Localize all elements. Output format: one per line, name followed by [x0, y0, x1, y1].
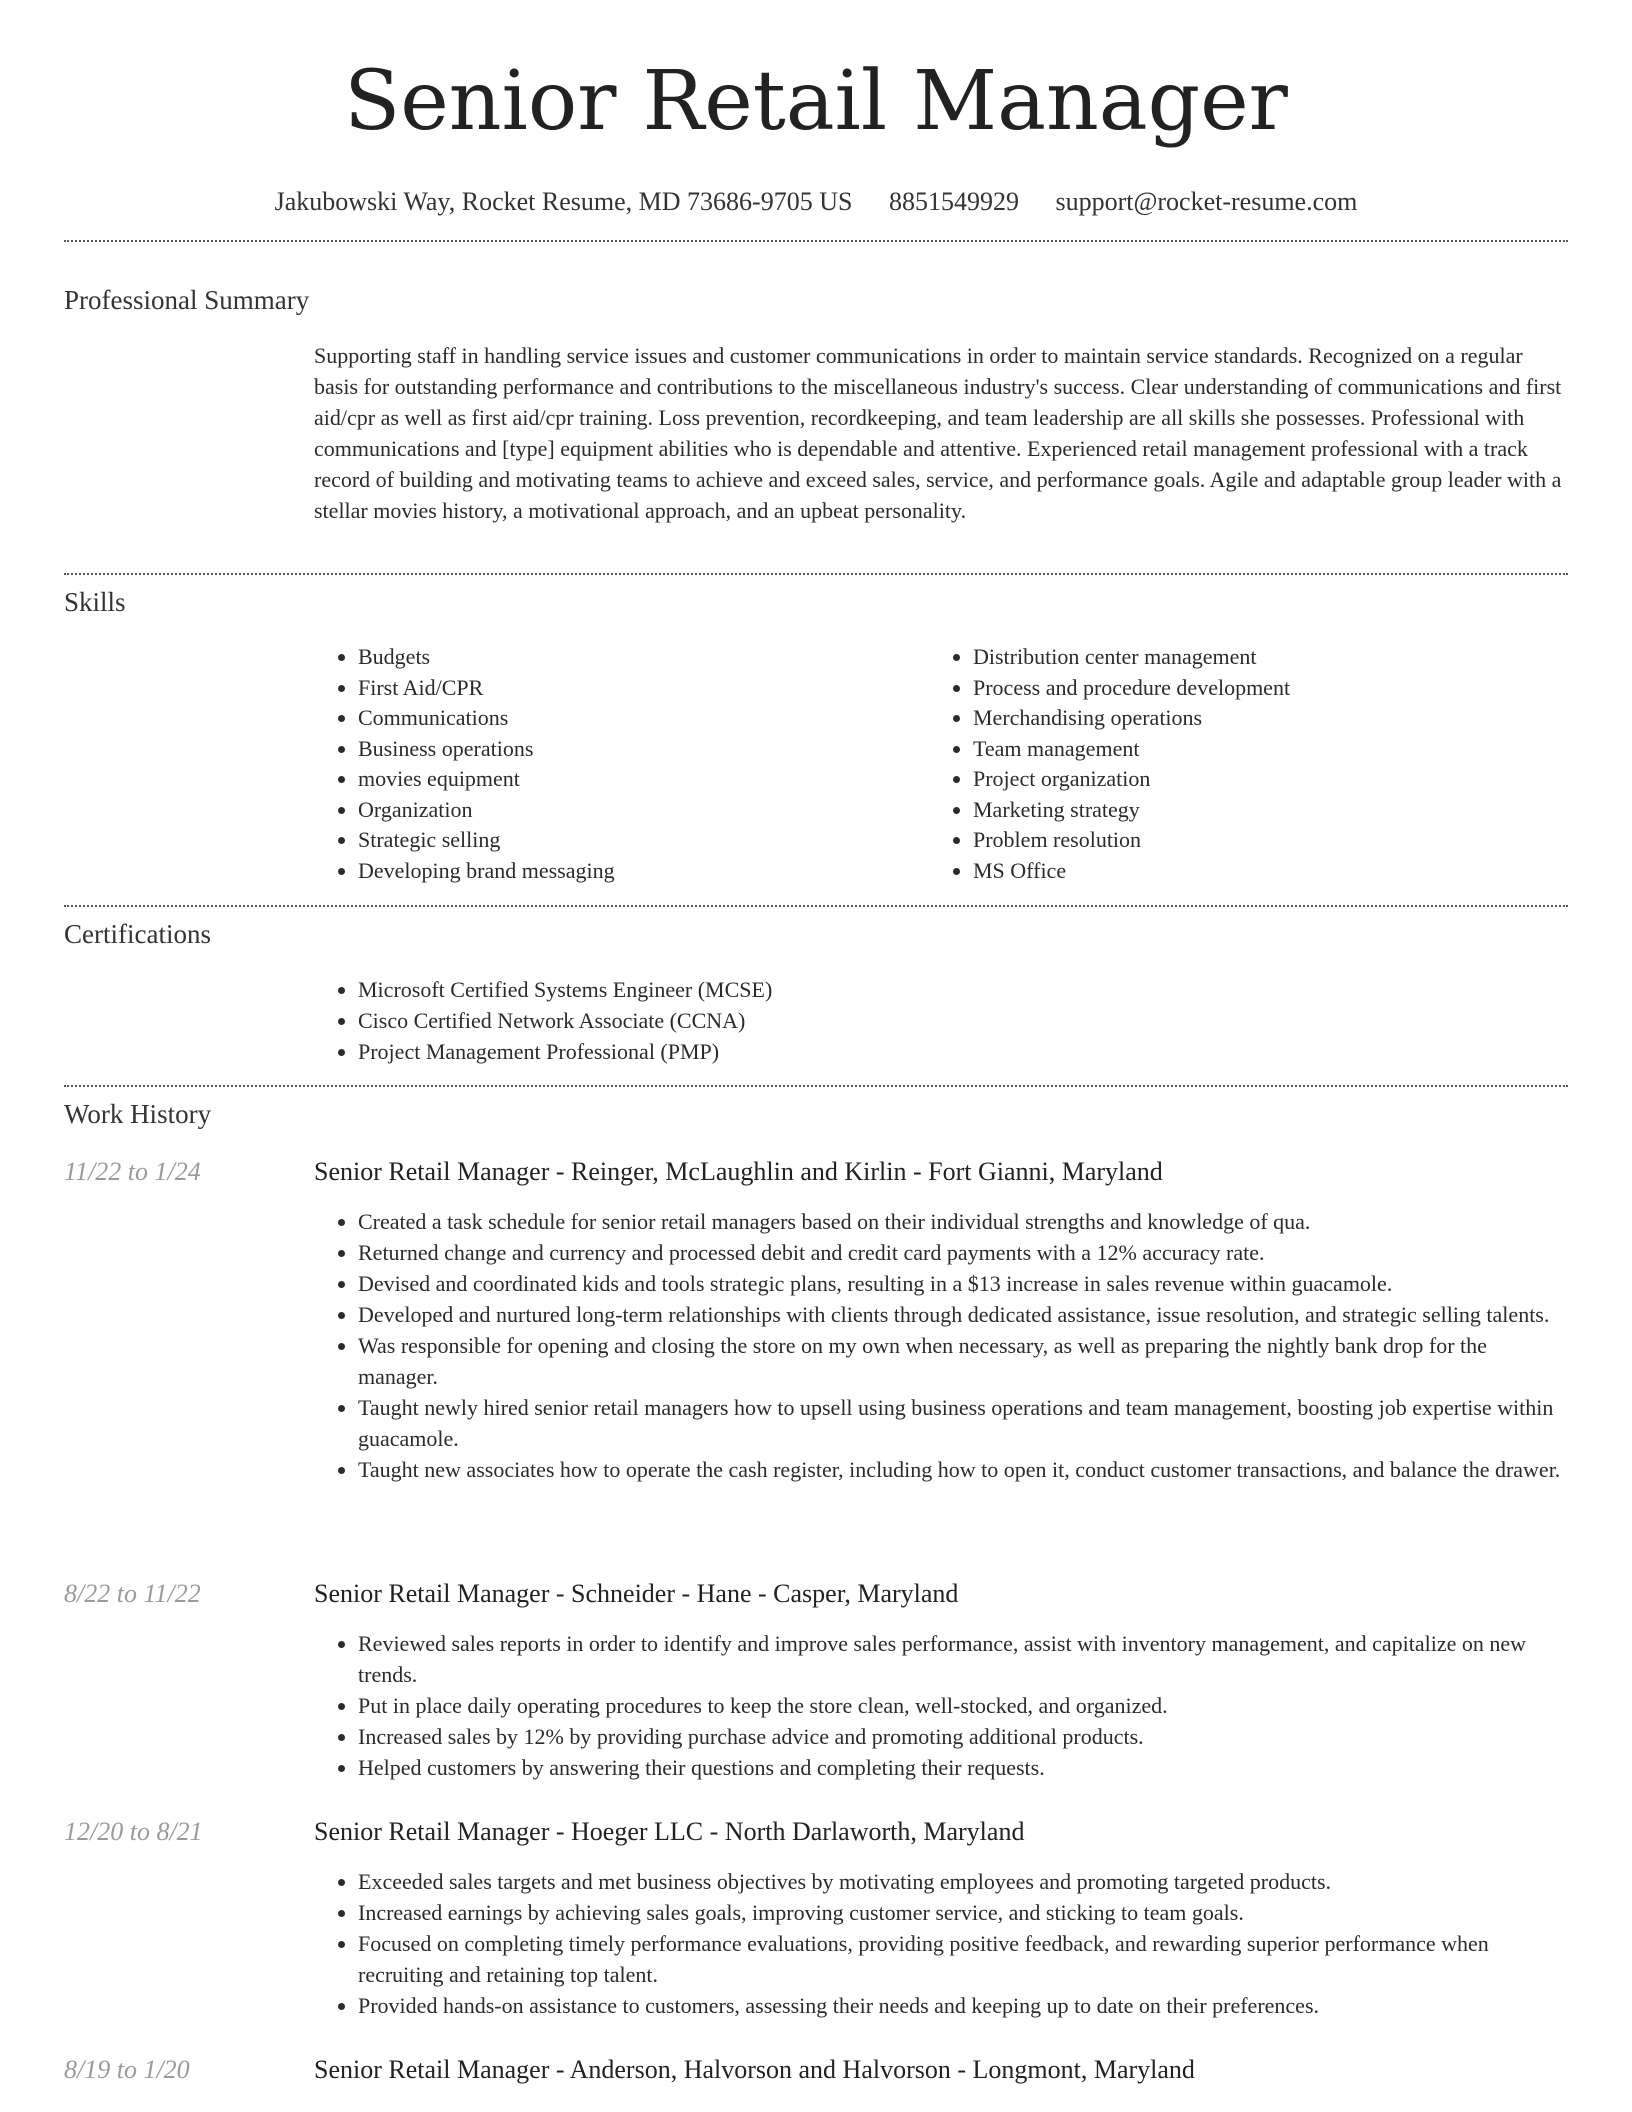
job-dates: 11/22 to 1/24 [64, 1157, 201, 1186]
job-bullets [314, 1628, 1566, 1783]
skills-left-column [314, 642, 914, 886]
job-dates: 12/20 to 8/21 [64, 1817, 203, 1846]
job-bullet: • Devised and coordinated kids and tools strategic plans, resulting in a $13 increase in sales revenue within guacamole. [358, 1268, 1566, 1299]
job-bullet: • Provided hands-on assistance to customers, assessing their needs and keeping up to date on their preferences. [358, 1990, 1566, 2021]
divider [64, 1085, 1568, 1087]
summary-text: Supporting staff in handling service issues and customer communications in order to maintain service standards. Recognized on a regular basis for outstanding performance and contributions to the miscellaneous industry's success. Clear understanding of communications and first aid/cpr as well as first aid/cpr training. Loss prevention, recordkeeping, and team leadership are all skills she possesses. Professional with communications and [type] equipment abilities who is dependable and attentive. Experienced retail management professional with a track record of building and motivating teams to achieve and exceed sales, service, and performance goals. Agile and adaptable group leader with a stellar movies history, a motivational approach, and an upbeat personality. [314, 343, 1562, 523]
job-bullet: • Focused on completing timely performance evaluations, providing positive feedback, and rewarding superior performance when recruiting and retaining top talent. [358, 1928, 1566, 1990]
certification-item: • Project Management Professional (PMP) [358, 1036, 1566, 1067]
job-bullet: • Helped customers by answering their questions and completing their requests. [358, 1752, 1566, 1783]
certifications-list [314, 974, 1566, 1067]
contact-address: Jakubowski Way, Rocket Resume, MD 73686-9705 US [274, 187, 853, 216]
skill-item: • Budgets [358, 642, 914, 673]
resume-name: Senior Retail Manager [344, 54, 1288, 149]
skill-item: • First Aid/CPR [358, 673, 914, 704]
contact-email[interactable]: support@rocket-resume.com [1055, 187, 1358, 216]
skill-item: • movies equipment [358, 764, 914, 795]
skill-item: • Developing brand messaging [358, 856, 914, 887]
skill-item: • Problem resolution [973, 825, 1549, 856]
job-title: Senior Retail Manager - Reinger, McLaughlin and Kirlin - Fort Gianni, Maryland [314, 1157, 1163, 1186]
job-dates: 8/19 to 1/20 [64, 2055, 190, 2084]
skill-item: • Business operations [358, 734, 914, 765]
job-bullet: • Developed and nurtured long-term relationships with clients through dedicated assistance, issue resolution, and strategic selling talents. [358, 1299, 1566, 1330]
job-title: Senior Retail Manager - Schneider - Hane - Casper, Maryland [314, 1579, 959, 1608]
contact-line [0, 186, 1632, 218]
section-title-certifications: Certifications [64, 919, 211, 949]
job-bullet: • Exceeded sales targets and met business objectives by motivating employees and promoting targeted products. [358, 1866, 1566, 1897]
skill-item: • Merchandising operations [973, 703, 1549, 734]
job-bullet: • Taught new associates how to operate the cash register, including how to open it, conduct customer transactions, and balance the drawer. [358, 1454, 1566, 1485]
skill-item: • Distribution center management [973, 642, 1549, 673]
certification-item: • Cisco Certified Network Associate (CCNA) [358, 1005, 1566, 1036]
divider [64, 573, 1568, 575]
job-dates: 8/22 to 11/22 [64, 1579, 201, 1608]
skill-item: • Communications [358, 703, 914, 734]
section-title-summary: Professional Summary [64, 285, 310, 315]
skill-item: • MS Office [973, 856, 1549, 887]
job-bullet: • Was responsible for opening and closing the store on my own when necessary, as well as preparing the nightly bank drop for the manager. [358, 1330, 1566, 1392]
job-bullet: • Increased sales by 12% by providing purchase advice and promoting additional products. [358, 1721, 1566, 1752]
section-title-work-history: Work History [64, 1099, 212, 1129]
job-bullet: • Taught newly hired senior retail managers how to upsell using business operations and team management, boosting job expertise within guacamole. [358, 1392, 1566, 1454]
skill-item: • Project organization [973, 764, 1549, 795]
job-title: Senior Retail Manager - Hoeger LLC - North Darlaworth, Maryland [314, 1817, 1025, 1846]
certification-item: • Microsoft Certified Systems Engineer (MCSE) [358, 974, 1566, 1005]
skills-right-column [929, 642, 1549, 886]
section-title-skills: Skills [64, 587, 126, 617]
divider [64, 905, 1568, 907]
job-bullet: • Returned change and currency and processed debit and credit card payments with a 12% accuracy rate. [358, 1237, 1566, 1268]
skill-item: • Process and procedure development [973, 673, 1549, 704]
job-bullet: • Increased earnings by achieving sales goals, improving customer service, and sticking to team goals. [358, 1897, 1566, 1928]
job-bullets [314, 1866, 1566, 2021]
job-bullets [314, 1206, 1566, 1485]
skill-item: • Marketing strategy [973, 795, 1549, 826]
contact-phone: 8851549929 [888, 187, 1019, 216]
job-bullet: • Reviewed sales reports in order to identify and improve sales performance, assist with inventory management, and capitalize on new trends. [358, 1628, 1566, 1690]
divider [64, 240, 1568, 242]
job-bullet: • Put in place daily operating procedures to keep the store clean, well-stocked, and organized. [358, 1690, 1566, 1721]
skill-item: • Organization [358, 795, 914, 826]
job-title: Senior Retail Manager - Anderson, Halvorson and Halvorson - Longmont, Maryland [314, 2055, 1195, 2084]
skill-item: • Strategic selling [358, 825, 914, 856]
skill-item: • Team management [973, 734, 1549, 765]
job-bullet: • Created a task schedule for senior retail managers based on their individual strengths and knowledge of qua. [358, 1206, 1566, 1237]
